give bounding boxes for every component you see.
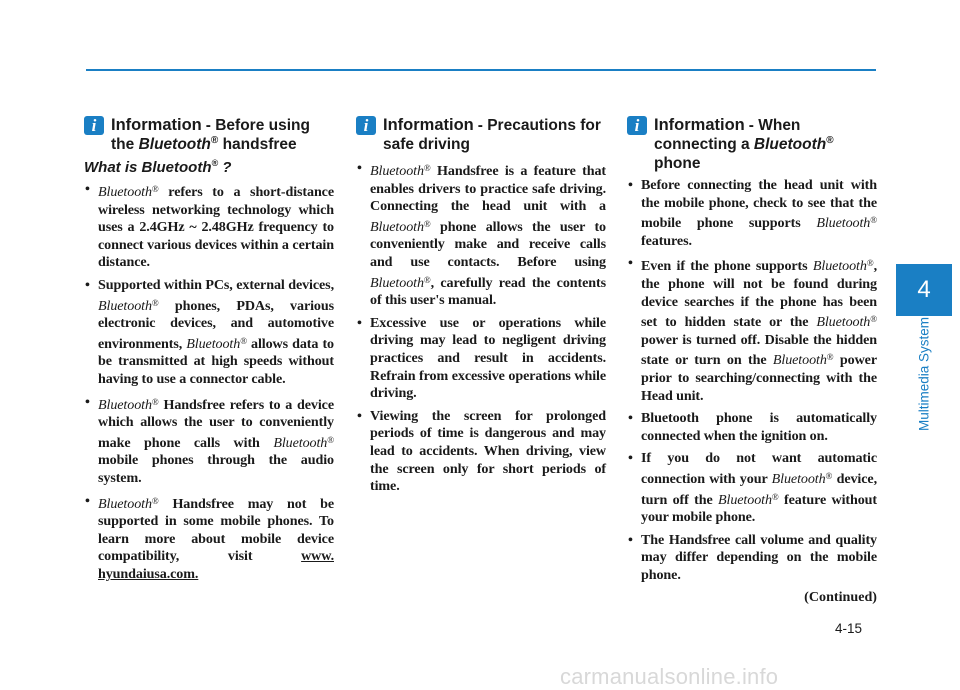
continued-label: (Continued) [804, 589, 877, 606]
chapter-title: Multimedia System [916, 316, 932, 432]
list-item: • The Handsfree call volume and quality may differ depending on the mobile phone. [627, 532, 877, 585]
info-label: Information [383, 116, 474, 134]
bullet-list [84, 181, 334, 583]
list-item: • Excessive use or operations while driving may lead to negligent driving practices and result in accidents. Refrain from excessive operations while driving. [356, 315, 606, 403]
info-heading [356, 116, 606, 156]
list-item: • Bluetooth phone is automatically connected when the ignition on. [627, 410, 877, 445]
list-item: • Bluetooth® refers to a short-distance wireless networking technology which uses a 2.4GHz ~ 2.48GHz frequency to connect various devices within a certain distance. [84, 181, 334, 272]
info-icon: i [356, 116, 376, 135]
page-number: 4-15 [835, 621, 863, 636]
info-label: Information [654, 116, 745, 134]
list-item: • Viewing the screen for prolonged periods of time is dangerous and may lead to accidents. When driving, view the screen only for short periods of time. [356, 408, 606, 496]
info-heading-title: Information - Before using the Bluetooth® handsfree [111, 116, 310, 153]
list-item: • Bluetooth® Handsfree refers to a device which allows the user to conveniently make phone calls with Bluetooth® mobile phones through the audio system. [84, 394, 334, 488]
hyundaiusa-link[interactable]: www. hyundaiusa.com. [98, 548, 334, 582]
info-label: Information [111, 116, 202, 134]
list-item: • Before connecting the head unit with the mobile phone, check to see that the mobile phone supports Bluetooth® features. [627, 177, 877, 250]
column-before-using [84, 116, 334, 588]
list-item: • Bluetooth® Handsfree may not be supported in some mobile phones. To learn more about mobile device compatibility, visit www. hyundaiusa.com. [84, 493, 334, 584]
chapter-tab: 4 [896, 264, 952, 316]
info-icon: i [84, 116, 104, 135]
watermark: carmanualsonline.info [560, 664, 779, 689]
info-icon: i [627, 116, 647, 135]
column-precautions [356, 116, 606, 501]
bullet-list [627, 177, 877, 584]
list-item: • Even if the phone supports Bluetooth®, the phone will not be found during device searches if the phone has been set to hidden state or the Bluetooth® power is turned off. Disable the hidden state or turn on the Bluetooth® power prior to searching/connecting with the Head unit. [627, 255, 877, 405]
info-heading-title: Information - When connecting a Bluetooth® phone [654, 116, 834, 172]
list-item: • Bluetooth® Handsfree is a feature that enables drivers to practice safe driving. Connecting the head unit with a Bluetooth® phone allows the user to conveniently make and receive calls and use contacts. Before using Bluetooth®, carefully read the contents of this user's manual. [356, 160, 606, 310]
top-rule [86, 69, 876, 71]
what-is-bluetooth-heading: What is Bluetooth® ? [84, 158, 232, 176]
column-when-connecting [627, 116, 877, 606]
info-heading-title: Information - Precautions for safe driving [383, 116, 601, 153]
bullet-list [356, 160, 606, 496]
info-heading [627, 116, 877, 173]
list-item: • If you do not want automatic connection with your Bluetooth® device, turn off the Bluetooth® feature without your mobile phone. [627, 450, 877, 526]
info-heading [84, 116, 334, 156]
list-item: • Supported within PCs, external devices, Bluetooth® phones, PDAs, various electronic devices, and automotive environments, Bluetooth® allows data to be transmitted at high speeds without having to use a connector cable. [84, 277, 334, 389]
